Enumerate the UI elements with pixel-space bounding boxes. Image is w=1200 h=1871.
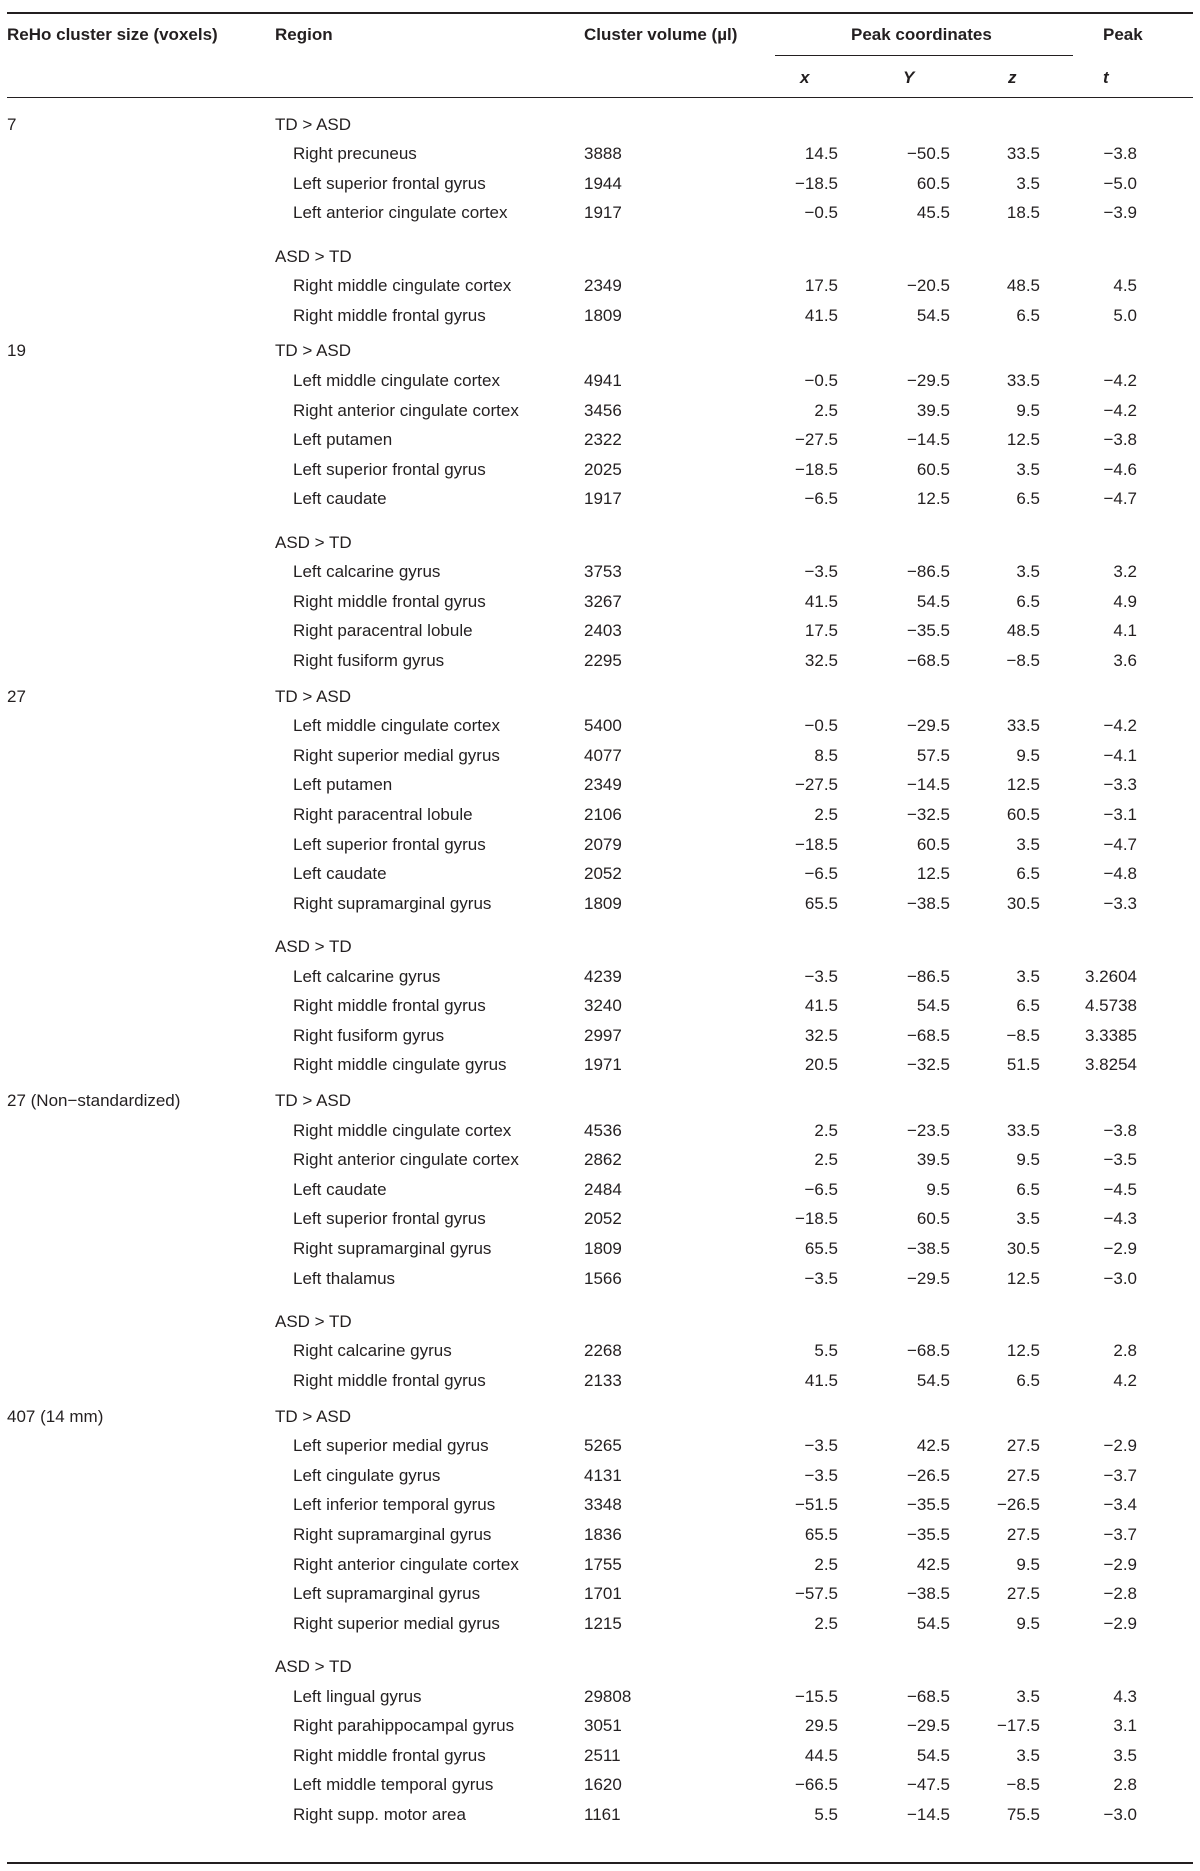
peak-z-cell: 9.5 [1016, 745, 1040, 765]
peak-x-cell: −3.5 [804, 1268, 838, 1288]
peak-z-cell: 9.5 [1016, 1150, 1040, 1170]
peak-t-cell: 4.2 [1113, 1370, 1137, 1390]
peak-z-cell: 3.5 [1016, 834, 1040, 854]
volume-cell: 2862 [584, 1150, 622, 1170]
peak-y-cell: 54.5 [916, 996, 950, 1016]
peak-y-cell: −35.5 [906, 621, 950, 641]
peak-z-cell: −26.5 [996, 1495, 1040, 1515]
peak-x-cell: 2.5 [814, 1120, 838, 1140]
region-cell: Right anterior cingulate cortex [293, 400, 519, 420]
region-cell: Right fusiform gyrus [293, 1025, 445, 1045]
region-cell: Left superior frontal gyrus [293, 459, 486, 479]
volume-cell: 5265 [584, 1436, 622, 1456]
peak-t-cell: −2.9 [1103, 1554, 1137, 1574]
peak-t-cell: −3.7 [1103, 1524, 1137, 1544]
peak-coordinates-rule [775, 55, 1073, 56]
header-x: x [800, 68, 810, 87]
peak-x-cell: −0.5 [804, 716, 838, 736]
region-cell: Right middle frontal gyrus [293, 1370, 486, 1390]
region-cell: Right superior medial gyrus [293, 1613, 500, 1633]
peak-t-cell: −3.9 [1103, 203, 1137, 223]
peak-y-cell: −38.5 [906, 893, 950, 913]
region-cell: Right paracentral lobule [293, 804, 473, 824]
peak-z-cell: 3.5 [1016, 1745, 1040, 1765]
volume-cell: 1836 [584, 1524, 622, 1544]
header-peak-coordinates: Peak coordinates [851, 25, 992, 44]
peak-z-cell: 48.5 [1006, 621, 1040, 641]
volume-cell: 2349 [584, 775, 622, 795]
region-cell: Right paracentral lobule [293, 621, 473, 641]
peak-z-cell: 60.5 [1006, 804, 1040, 824]
peak-t-cell: −4.5 [1103, 1179, 1137, 1199]
volume-cell: 4239 [584, 966, 622, 986]
region-cell: Right supramarginal gyrus [293, 893, 492, 913]
peak-y-cell: −68.5 [906, 1686, 950, 1706]
peak-t-cell: 4.5 [1113, 276, 1137, 296]
volume-cell: 3240 [584, 996, 622, 1016]
peak-x-cell: −18.5 [794, 173, 838, 193]
contrast-label: ASD > TD [275, 532, 352, 552]
peak-z-cell: 33.5 [1006, 716, 1040, 736]
volume-cell: 2268 [584, 1341, 622, 1361]
peak-x-cell: 17.5 [804, 276, 838, 296]
peak-t-cell: −5.0 [1103, 173, 1137, 193]
volume-cell: 1944 [584, 173, 622, 193]
peak-z-cell: 9.5 [1016, 1613, 1040, 1633]
peak-x-cell: 65.5 [804, 893, 838, 913]
peak-y-cell: 42.5 [916, 1436, 950, 1456]
region-cell: Right middle cingulate cortex [293, 276, 512, 296]
peak-x-cell: −18.5 [794, 834, 838, 854]
bottom-rule [7, 1862, 1193, 1864]
volume-cell: 2511 [584, 1745, 621, 1765]
volume-cell: 3888 [584, 144, 622, 164]
volume-cell: 3348 [584, 1495, 622, 1515]
peak-y-cell: −14.5 [906, 1804, 950, 1824]
peak-t-cell: 3.2604 [1085, 966, 1137, 986]
peak-y-cell: −35.5 [906, 1524, 950, 1544]
header-peak: Peak [1103, 25, 1143, 44]
region-cell: Left calcarine gyrus [293, 966, 441, 986]
region-cell: Left middle temporal gyrus [293, 1775, 494, 1795]
peak-z-cell: 51.5 [1006, 1055, 1040, 1075]
volume-cell: 2079 [584, 834, 622, 854]
peak-y-cell: −29.5 [906, 716, 950, 736]
peak-z-cell: −8.5 [1006, 1025, 1040, 1045]
peak-t-cell: 3.8254 [1085, 1055, 1137, 1075]
peak-t-cell: −4.2 [1103, 370, 1137, 390]
cluster-size-cell: 407 (14 mm) [7, 1406, 104, 1426]
peak-x-cell: −3.5 [804, 1436, 838, 1456]
peak-y-cell: 45.5 [916, 203, 950, 223]
volume-cell: 2133 [584, 1370, 622, 1390]
peak-x-cell: 17.5 [804, 621, 838, 641]
region-cell: Right middle frontal gyrus [293, 305, 486, 325]
peak-t-cell: −2.9 [1103, 1436, 1137, 1456]
peak-t-cell: −3.4 [1103, 1495, 1137, 1515]
peak-t-cell: −4.2 [1103, 400, 1137, 420]
peak-x-cell: −27.5 [794, 775, 838, 795]
region-cell: Right supramarginal gyrus [293, 1238, 492, 1258]
peak-t-cell: −4.7 [1103, 834, 1137, 854]
peak-x-cell: 2.5 [814, 1613, 838, 1633]
region-cell: Left caudate [293, 864, 387, 884]
volume-cell: 1971 [584, 1055, 622, 1075]
peak-y-cell: −86.5 [906, 966, 950, 986]
peak-z-cell: 48.5 [1006, 276, 1040, 296]
region-cell: Right anterior cingulate cortex [293, 1554, 519, 1574]
peak-t-cell: −4.8 [1103, 864, 1137, 884]
peak-x-cell: −3.5 [804, 966, 838, 986]
cluster-size-cell: 19 [7, 341, 26, 361]
peak-x-cell: 41.5 [804, 1370, 838, 1390]
region-cell: Right superior medial gyrus [293, 745, 500, 765]
volume-cell: 2322 [584, 430, 622, 450]
peak-y-cell: 60.5 [916, 1209, 950, 1229]
volume-cell: 1809 [584, 305, 622, 325]
volume-cell: 1215 [584, 1613, 622, 1633]
peak-t-cell: −3.8 [1103, 144, 1137, 164]
region-cell: Left supramarginal gyrus [293, 1584, 481, 1604]
region-cell: Left calcarine gyrus [293, 562, 441, 582]
peak-y-cell: −68.5 [906, 650, 950, 670]
peak-x-cell: −3.5 [804, 562, 838, 582]
peak-y-cell: 54.5 [916, 1613, 950, 1633]
volume-cell: 3051 [584, 1716, 622, 1736]
header-region: Region [275, 25, 333, 44]
peak-y-cell: 54.5 [916, 1745, 950, 1765]
peak-y-cell: 60.5 [916, 459, 950, 479]
header-y: Y [903, 68, 915, 87]
volume-cell: 2052 [584, 1209, 622, 1229]
volume-cell: 3456 [584, 400, 622, 420]
region-cell: Left superior medial gyrus [293, 1436, 489, 1456]
volume-cell: 1809 [584, 893, 622, 913]
region-cell: Left putamen [293, 430, 393, 450]
region-cell: Left inferior temporal gyrus [293, 1495, 496, 1515]
volume-cell: 5400 [584, 716, 622, 736]
peak-t-cell: 4.1 [1113, 621, 1137, 641]
peak-x-cell: 32.5 [804, 650, 838, 670]
contrast-label: ASD > TD [275, 1311, 352, 1331]
peak-t-cell: −2.9 [1103, 1613, 1137, 1633]
region-cell: Right middle frontal gyrus [293, 591, 486, 611]
peak-y-cell: 57.5 [916, 745, 950, 765]
peak-z-cell: 30.5 [1006, 1238, 1040, 1258]
region-cell: Right middle frontal gyrus [293, 996, 486, 1016]
cluster-size-cell: 27 [7, 686, 26, 706]
volume-cell: 1566 [584, 1268, 622, 1288]
region-cell: Right supp. motor area [293, 1804, 466, 1824]
peak-t-cell: −2.8 [1103, 1584, 1137, 1604]
peak-z-cell: 6.5 [1016, 996, 1040, 1016]
peak-z-cell: 9.5 [1016, 1554, 1040, 1574]
peak-y-cell: −29.5 [906, 1716, 950, 1736]
peak-z-cell: 27.5 [1006, 1524, 1040, 1544]
peak-y-cell: 60.5 [916, 173, 950, 193]
peak-t-cell: 2.8 [1113, 1341, 1137, 1361]
header-t: t [1103, 68, 1109, 87]
peak-t-cell: 2.8 [1113, 1775, 1137, 1795]
peak-z-cell: 3.5 [1016, 966, 1040, 986]
peak-t-cell: −4.3 [1103, 1209, 1137, 1229]
region-cell: Left putamen [293, 775, 393, 795]
volume-cell: 2484 [584, 1179, 622, 1199]
peak-z-cell: 30.5 [1006, 893, 1040, 913]
peak-x-cell: 41.5 [804, 996, 838, 1016]
peak-t-cell: −3.3 [1103, 893, 1137, 913]
volume-cell: 2106 [584, 804, 622, 824]
region-cell: Left cingulate gyrus [293, 1465, 441, 1485]
region-cell: Right middle frontal gyrus [293, 1745, 486, 1765]
peak-x-cell: −66.5 [794, 1775, 838, 1795]
peak-x-cell: 14.5 [804, 144, 838, 164]
peak-y-cell: −38.5 [906, 1584, 950, 1604]
volume-cell: 1917 [584, 489, 622, 509]
peak-t-cell: −2.9 [1103, 1238, 1137, 1258]
peak-t-cell: −3.0 [1103, 1268, 1137, 1288]
peak-z-cell: 12.5 [1006, 430, 1040, 450]
peak-x-cell: 20.5 [804, 1055, 838, 1075]
peak-x-cell: 2.5 [814, 400, 838, 420]
cluster-size-cell: 27 (Non−standardized) [7, 1090, 181, 1110]
peak-z-cell: −8.5 [1006, 1775, 1040, 1795]
region-cell: Left lingual gyrus [293, 1686, 422, 1706]
volume-cell: 2349 [584, 276, 622, 296]
peak-x-cell: −6.5 [804, 489, 838, 509]
peak-y-cell: 54.5 [916, 1370, 950, 1390]
peak-y-cell: −20.5 [906, 276, 950, 296]
volume-cell: 1917 [584, 203, 622, 223]
peak-y-cell: 42.5 [916, 1554, 950, 1574]
peak-x-cell: −3.5 [804, 1465, 838, 1485]
region-cell: Left middle cingulate cortex [293, 716, 500, 736]
peak-x-cell: −6.5 [804, 1179, 838, 1199]
peak-x-cell: 5.5 [814, 1341, 838, 1361]
volume-cell: 3753 [584, 562, 622, 582]
peak-t-cell: 4.3 [1113, 1686, 1137, 1706]
peak-t-cell: 3.3385 [1085, 1025, 1137, 1045]
peak-z-cell: 3.5 [1016, 173, 1040, 193]
header-cluster-volume: Cluster volume (µl) [584, 25, 738, 44]
peak-y-cell: 12.5 [916, 864, 950, 884]
peak-x-cell: −15.5 [794, 1686, 838, 1706]
peak-z-cell: 9.5 [1016, 400, 1040, 420]
peak-t-cell: 3.2 [1113, 562, 1137, 582]
peak-z-cell: 6.5 [1016, 1179, 1040, 1199]
peak-y-cell: −26.5 [906, 1465, 950, 1485]
peak-y-cell: −29.5 [906, 1268, 950, 1288]
region-cell: Right middle cingulate cortex [293, 1120, 512, 1140]
volume-cell: 2052 [584, 864, 622, 884]
peak-z-cell: 12.5 [1006, 775, 1040, 795]
peak-y-cell: 39.5 [916, 1150, 950, 1170]
peak-t-cell: −4.6 [1103, 459, 1137, 479]
region-cell: Right calcarine gyrus [293, 1341, 452, 1361]
peak-z-cell: 6.5 [1016, 489, 1040, 509]
peak-y-cell: −32.5 [906, 1055, 950, 1075]
volume-cell: 4941 [584, 370, 622, 390]
contrast-label: ASD > TD [275, 936, 352, 956]
region-cell: Left thalamus [293, 1268, 396, 1288]
peak-t-cell: 3.6 [1113, 650, 1137, 670]
region-cell: Right anterior cingulate cortex [293, 1150, 519, 1170]
contrast-label: TD > ASD [275, 686, 352, 706]
peak-t-cell: −3.7 [1103, 1465, 1137, 1485]
contrast-label: ASD > TD [275, 1656, 352, 1676]
peak-y-cell: −32.5 [906, 804, 950, 824]
peak-x-cell: 5.5 [814, 1804, 838, 1824]
peak-y-cell: −50.5 [906, 144, 950, 164]
peak-y-cell: 39.5 [916, 400, 950, 420]
peak-z-cell: 75.5 [1006, 1804, 1040, 1824]
region-cell: Right parahippocampal gyrus [293, 1716, 515, 1736]
peak-y-cell: −38.5 [906, 1238, 950, 1258]
peak-t-cell: 4.5738 [1085, 996, 1137, 1016]
peak-x-cell: −18.5 [794, 1209, 838, 1229]
volume-cell: 1755 [584, 1554, 622, 1574]
volume-cell: 1809 [584, 1238, 622, 1258]
peak-x-cell: 2.5 [814, 1554, 838, 1574]
peak-y-cell: −14.5 [906, 430, 950, 450]
peak-y-cell: −14.5 [906, 775, 950, 795]
peak-t-cell: 4.9 [1113, 591, 1137, 611]
peak-y-cell: 60.5 [916, 834, 950, 854]
peak-y-cell: −68.5 [906, 1341, 950, 1361]
peak-x-cell: 65.5 [804, 1238, 838, 1258]
peak-t-cell: −3.0 [1103, 1804, 1137, 1824]
peak-x-cell: 2.5 [814, 804, 838, 824]
peak-x-cell: −18.5 [794, 459, 838, 479]
volume-cell: 2403 [584, 621, 622, 641]
peak-z-cell: 12.5 [1006, 1268, 1040, 1288]
peak-t-cell: −3.1 [1103, 804, 1137, 824]
peak-z-cell: −8.5 [1006, 650, 1040, 670]
peak-x-cell: 2.5 [814, 1150, 838, 1170]
peak-t-cell: −3.5 [1103, 1150, 1137, 1170]
volume-cell: 29808 [584, 1686, 632, 1706]
contrast-label: TD > ASD [275, 114, 352, 134]
peak-y-cell: −47.5 [906, 1775, 950, 1795]
volume-cell: 4077 [584, 745, 622, 765]
peak-y-cell: −23.5 [906, 1120, 950, 1140]
peak-z-cell: 27.5 [1006, 1584, 1040, 1604]
peak-x-cell: 65.5 [804, 1524, 838, 1544]
region-cell: Left anterior cingulate cortex [293, 203, 508, 223]
region-cell: Left middle cingulate cortex [293, 370, 500, 390]
peak-t-cell: −4.7 [1103, 489, 1137, 509]
volume-cell: 4131 [584, 1465, 622, 1485]
peak-y-cell: −29.5 [906, 370, 950, 390]
peak-z-cell: 6.5 [1016, 864, 1040, 884]
cluster-size-cell: 7 [7, 114, 17, 134]
volume-cell: 2997 [584, 1025, 622, 1045]
volume-cell: 2025 [584, 459, 622, 479]
volume-cell: 2295 [584, 650, 622, 670]
peak-z-cell: 3.5 [1016, 459, 1040, 479]
volume-cell: 4536 [584, 1120, 622, 1140]
contrast-label: ASD > TD [275, 246, 352, 266]
peak-z-cell: 12.5 [1006, 1341, 1040, 1361]
region-cell: Right precuneus [293, 144, 417, 164]
peak-y-cell: 12.5 [916, 489, 950, 509]
peak-z-cell: 27.5 [1006, 1465, 1040, 1485]
peak-x-cell: 41.5 [804, 305, 838, 325]
contrast-label: TD > ASD [275, 341, 352, 361]
peak-z-cell: 3.5 [1016, 1209, 1040, 1229]
peak-z-cell: 6.5 [1016, 1370, 1040, 1390]
peak-x-cell: −6.5 [804, 864, 838, 884]
peak-y-cell: 54.5 [916, 591, 950, 611]
volume-cell: 1701 [584, 1584, 622, 1604]
peak-y-cell: −68.5 [906, 1025, 950, 1045]
contrast-label: TD > ASD [275, 1406, 352, 1426]
peak-y-cell: 9.5 [926, 1179, 950, 1199]
peak-x-cell: −51.5 [794, 1495, 838, 1515]
peak-z-cell: 33.5 [1006, 370, 1040, 390]
peak-z-cell: 6.5 [1016, 305, 1040, 325]
region-cell: Right fusiform gyrus [293, 650, 445, 670]
peak-x-cell: 29.5 [804, 1716, 838, 1736]
peak-x-cell: 44.5 [804, 1745, 838, 1765]
peak-x-cell: −0.5 [804, 203, 838, 223]
volume-cell: 3267 [584, 591, 622, 611]
peak-t-cell: −3.8 [1103, 430, 1137, 450]
peak-t-cell: −4.1 [1103, 745, 1137, 765]
region-cell: Left superior frontal gyrus [293, 1209, 486, 1229]
region-cell: Right middle cingulate gyrus [293, 1055, 507, 1075]
peak-z-cell: 3.5 [1016, 1686, 1040, 1706]
peak-z-cell: 33.5 [1006, 1120, 1040, 1140]
peak-z-cell: 18.5 [1006, 203, 1040, 223]
peak-z-cell: −17.5 [996, 1716, 1040, 1736]
peak-y-cell: −86.5 [906, 562, 950, 582]
peak-x-cell: −27.5 [794, 430, 838, 450]
region-cell: Left superior frontal gyrus [293, 834, 486, 854]
peak-z-cell: 6.5 [1016, 591, 1040, 611]
peak-t-cell: 3.5 [1113, 1745, 1137, 1765]
peak-z-cell: 33.5 [1006, 144, 1040, 164]
region-cell: Right supramarginal gyrus [293, 1524, 492, 1544]
peak-z-cell: 27.5 [1006, 1436, 1040, 1456]
peak-t-cell: 5.0 [1113, 305, 1137, 325]
contrast-label: TD > ASD [275, 1090, 352, 1110]
peak-x-cell: 8.5 [814, 745, 838, 765]
header-z: z [1008, 68, 1017, 87]
region-cell: Left caudate [293, 489, 387, 509]
volume-cell: 1161 [584, 1804, 621, 1824]
volume-cell: 1620 [584, 1775, 622, 1795]
peak-t-cell: −3.8 [1103, 1120, 1137, 1140]
peak-x-cell: 32.5 [804, 1025, 838, 1045]
header-cluster-size: ReHo cluster size (voxels) [7, 25, 218, 44]
peak-x-cell: 41.5 [804, 591, 838, 611]
peak-t-cell: −3.3 [1103, 775, 1137, 795]
peak-y-cell: 54.5 [916, 305, 950, 325]
peak-x-cell: −0.5 [804, 370, 838, 390]
region-cell: Left caudate [293, 1179, 387, 1199]
header-rule [7, 97, 1193, 98]
peak-y-cell: −35.5 [906, 1495, 950, 1515]
peak-z-cell: 3.5 [1016, 562, 1040, 582]
peak-t-cell: 3.1 [1113, 1716, 1137, 1736]
peak-x-cell: −57.5 [794, 1584, 838, 1604]
peak-t-cell: −4.2 [1103, 716, 1137, 736]
region-cell: Left superior frontal gyrus [293, 173, 486, 193]
top-rule [7, 12, 1193, 14]
